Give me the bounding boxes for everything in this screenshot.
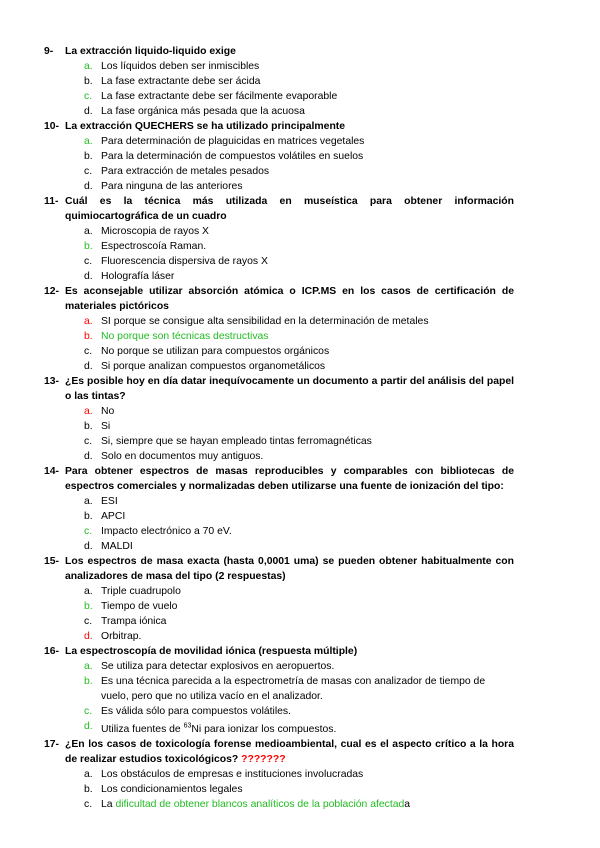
- question-number: 13-: [44, 376, 60, 387]
- option-text: Es una técnica parecida a la espectrometría de masas con analizador de tiempo de vuelo, pero que no utiliza vacío en el analizador.: [101, 676, 486, 702]
- document-page: [0, 44, 600, 812]
- option-letter: d.: [84, 721, 93, 732]
- option-letter: b.: [84, 241, 93, 252]
- question-number: 10-: [44, 121, 60, 132]
- answer-option: [0, 254, 600, 269]
- answer-option: [0, 149, 600, 164]
- option-text: Triple cuadrupolo: [101, 586, 181, 597]
- answer-option: [0, 419, 600, 434]
- answer-option: [0, 179, 600, 194]
- option-letter: c.: [84, 256, 93, 267]
- answer-option: [0, 89, 600, 104]
- option-text: Tiempo de vuelo: [101, 601, 178, 612]
- answer-option: [0, 59, 600, 74]
- answer-option: [0, 719, 600, 737]
- answer-option: [0, 164, 600, 179]
- answer-option: [0, 449, 600, 464]
- answer-option: [0, 239, 600, 254]
- answer-option: [0, 104, 600, 119]
- answer-option: [0, 599, 600, 614]
- option-letter: a.: [84, 661, 93, 672]
- answer-option: [0, 134, 600, 149]
- option-text: Microscopia de rayos X: [101, 226, 209, 237]
- option-text-part: a: [404, 799, 411, 811]
- answer-option: [0, 359, 600, 374]
- answer-option: [0, 782, 600, 797]
- answer-option: [0, 509, 600, 524]
- option-letter: a.: [84, 586, 93, 597]
- answer-option: [0, 614, 600, 629]
- option-letter: b.: [84, 331, 93, 342]
- option-text: Trampa iónica: [101, 616, 167, 627]
- option-letter: d.: [84, 271, 93, 282]
- option-letter: a.: [84, 769, 93, 781]
- question-flag: ???????: [241, 754, 286, 766]
- option-text: La fase orgánica más pesada que la acuosa: [101, 106, 305, 117]
- answer-option: [0, 224, 600, 239]
- option-letter: d.: [84, 361, 93, 372]
- question-number: 17-: [44, 739, 60, 751]
- option-letter: a.: [84, 61, 93, 72]
- question-number: 9-: [44, 46, 54, 57]
- answer-option: [0, 584, 600, 599]
- question-text: Los espectros de masa exacta (hasta 0,0001 uma) se pueden obtener habitualmente con analizadores de masa del tipo (2 respuestas): [65, 556, 514, 582]
- option-text-part: La: [101, 799, 116, 811]
- answer-option: [0, 704, 600, 719]
- option-text: No: [101, 406, 115, 417]
- question-17: [0, 737, 600, 767]
- option-letter: c.: [84, 799, 93, 811]
- option-text: Espectroscoía Raman.: [101, 241, 207, 252]
- question-11: [0, 194, 600, 224]
- question-13: [0, 374, 600, 404]
- option-letter: b.: [84, 76, 93, 87]
- option-letter: a.: [84, 316, 93, 327]
- option-text: Orbitrap.: [101, 631, 142, 642]
- option-letter: d.: [84, 451, 93, 462]
- option-text: Los condicionamientos legales: [101, 784, 243, 796]
- option-text: [101, 799, 410, 810]
- option-letter: d.: [84, 181, 93, 192]
- option-text: Para la determinación de compuestos volátiles en suelos: [101, 151, 364, 162]
- option-text: Si porque analizan compuestos organometálicos: [101, 361, 326, 372]
- question-number: 15-: [44, 556, 60, 567]
- question-text: Cuál es la técnica más utilizada en museística para obtener información quimiocartográfica de un cuadro: [65, 196, 514, 222]
- option-text: No porque son técnicas destructivas: [101, 331, 269, 342]
- option-text: Los líquidos deben ser inmiscibles: [101, 61, 260, 72]
- option-text: ESI: [101, 496, 118, 507]
- option-letter: c.: [84, 706, 93, 717]
- option-text: La fase extractante debe ser fácilmente evaporable: [101, 91, 338, 102]
- option-letter: d.: [84, 106, 93, 117]
- answer-option: [0, 767, 600, 782]
- option-letter: d.: [84, 631, 93, 642]
- option-letter: b.: [84, 421, 93, 432]
- option-text: Para determinación de plaguicidas en matrices vegetales: [101, 136, 365, 147]
- option-text: Para ninguna de las anteriores: [101, 181, 243, 192]
- answer-option: [0, 629, 600, 644]
- option-letter: c.: [84, 346, 93, 357]
- answer-option: [0, 434, 600, 449]
- option-letter: a.: [84, 496, 93, 507]
- answer-option: [0, 269, 600, 284]
- option-letter: d.: [84, 541, 93, 552]
- question-number: 14-: [44, 466, 60, 477]
- answer-option: [0, 674, 600, 704]
- question-number: 12-: [44, 286, 60, 297]
- option-text: Fluorescencia dispersiva de rayos X: [101, 256, 268, 267]
- option-text: [101, 724, 336, 735]
- option-letter: b.: [84, 151, 93, 162]
- option-text: Es válida sólo para compuestos volátiles.: [101, 706, 292, 717]
- option-letter: c.: [84, 616, 93, 627]
- question-14: [0, 464, 600, 494]
- question-9: [0, 44, 600, 59]
- answer-option: [0, 314, 600, 329]
- question-text: Es aconsejable utilizar absorción atómica o ICP.MS en los casos de certificación de materiales pictóricos: [65, 286, 514, 312]
- option-text: Solo en documentos muy antiguos.: [101, 451, 264, 462]
- option-text-part: Utiliza fuentes de: [101, 724, 184, 736]
- question-text: ¿Es posible hoy en día datar inequívocamente un documento a partir del análisis del papel o las tintas?: [65, 376, 514, 402]
- option-text: Impacto electrónico a 70 eV.: [101, 526, 232, 537]
- answer-option: [0, 659, 600, 674]
- option-letter: b.: [84, 676, 93, 687]
- option-letter: c.: [84, 166, 93, 177]
- option-text: No porque se utilizan para compuestos orgánicos: [101, 346, 330, 357]
- option-text: APCI: [101, 511, 126, 522]
- option-letter: a.: [84, 406, 93, 417]
- option-letter: a.: [84, 226, 93, 237]
- answer-option: [0, 524, 600, 539]
- option-letter: b.: [84, 511, 93, 522]
- option-letter: a.: [84, 136, 93, 147]
- answer-option: [0, 344, 600, 359]
- question-text: La espectroscopía de movilidad iónica (respuesta múltiple): [65, 646, 358, 657]
- answer-option: [0, 404, 600, 419]
- question-text: Para obtener espectros de masas reproducibles y comparables con bibliotecas de espectros comerciales y normalizadas deben utilizarse una fuente de ionización del tipo:: [65, 466, 514, 492]
- question-text: ¿En los casos de toxicología forense medioambiental, cual es el aspecto crítico a la hora de realizar estudios toxicológicos?: [65, 739, 514, 766]
- question-16: [0, 644, 600, 659]
- option-letter: c.: [84, 91, 93, 102]
- option-letter: c.: [84, 436, 93, 447]
- answer-option: [0, 797, 600, 812]
- answer-option: [0, 494, 600, 509]
- answer-option: [0, 539, 600, 554]
- option-letter: b.: [84, 784, 93, 796]
- isotope-superscript: 63: [183, 723, 192, 730]
- question-text: La extracción liquido-liquido exige: [65, 46, 236, 57]
- option-letter: b.: [84, 601, 93, 612]
- option-text: La fase extractante debe ser ácida: [101, 76, 261, 87]
- question-number: 11-: [44, 196, 59, 207]
- option-text: MALDI: [101, 541, 133, 552]
- question-12: [0, 284, 600, 314]
- question-15: [0, 554, 600, 584]
- highlighted-answer: dificultad de obtener blancos analíticos de la población afectad: [115, 799, 405, 811]
- answer-option: [0, 329, 600, 344]
- question-10: [0, 119, 600, 134]
- question-number: 16-: [44, 646, 60, 657]
- option-text: Para extracción de metales pesados: [101, 166, 270, 177]
- option-text: Los obstáculos de empresas e instituciones involucradas: [101, 769, 364, 781]
- option-text: SI porque se consigue alta sensibilidad en la determinación de metales: [101, 316, 429, 327]
- option-text: Si: [101, 421, 111, 432]
- option-text-part: Ni para ionizar los compuestos.: [191, 724, 337, 736]
- option-text: Si, siempre que se hayan empleado tintas ferromagnéticas: [101, 436, 372, 447]
- question-text: La extracción QUECHERS se ha utilizado principalmente: [65, 121, 346, 132]
- option-text: Se utiliza para detectar explosivos en aeropuertos.: [101, 661, 335, 672]
- option-letter: c.: [84, 526, 93, 537]
- answer-option: [0, 74, 600, 89]
- option-text: Holografía láser: [101, 271, 175, 282]
